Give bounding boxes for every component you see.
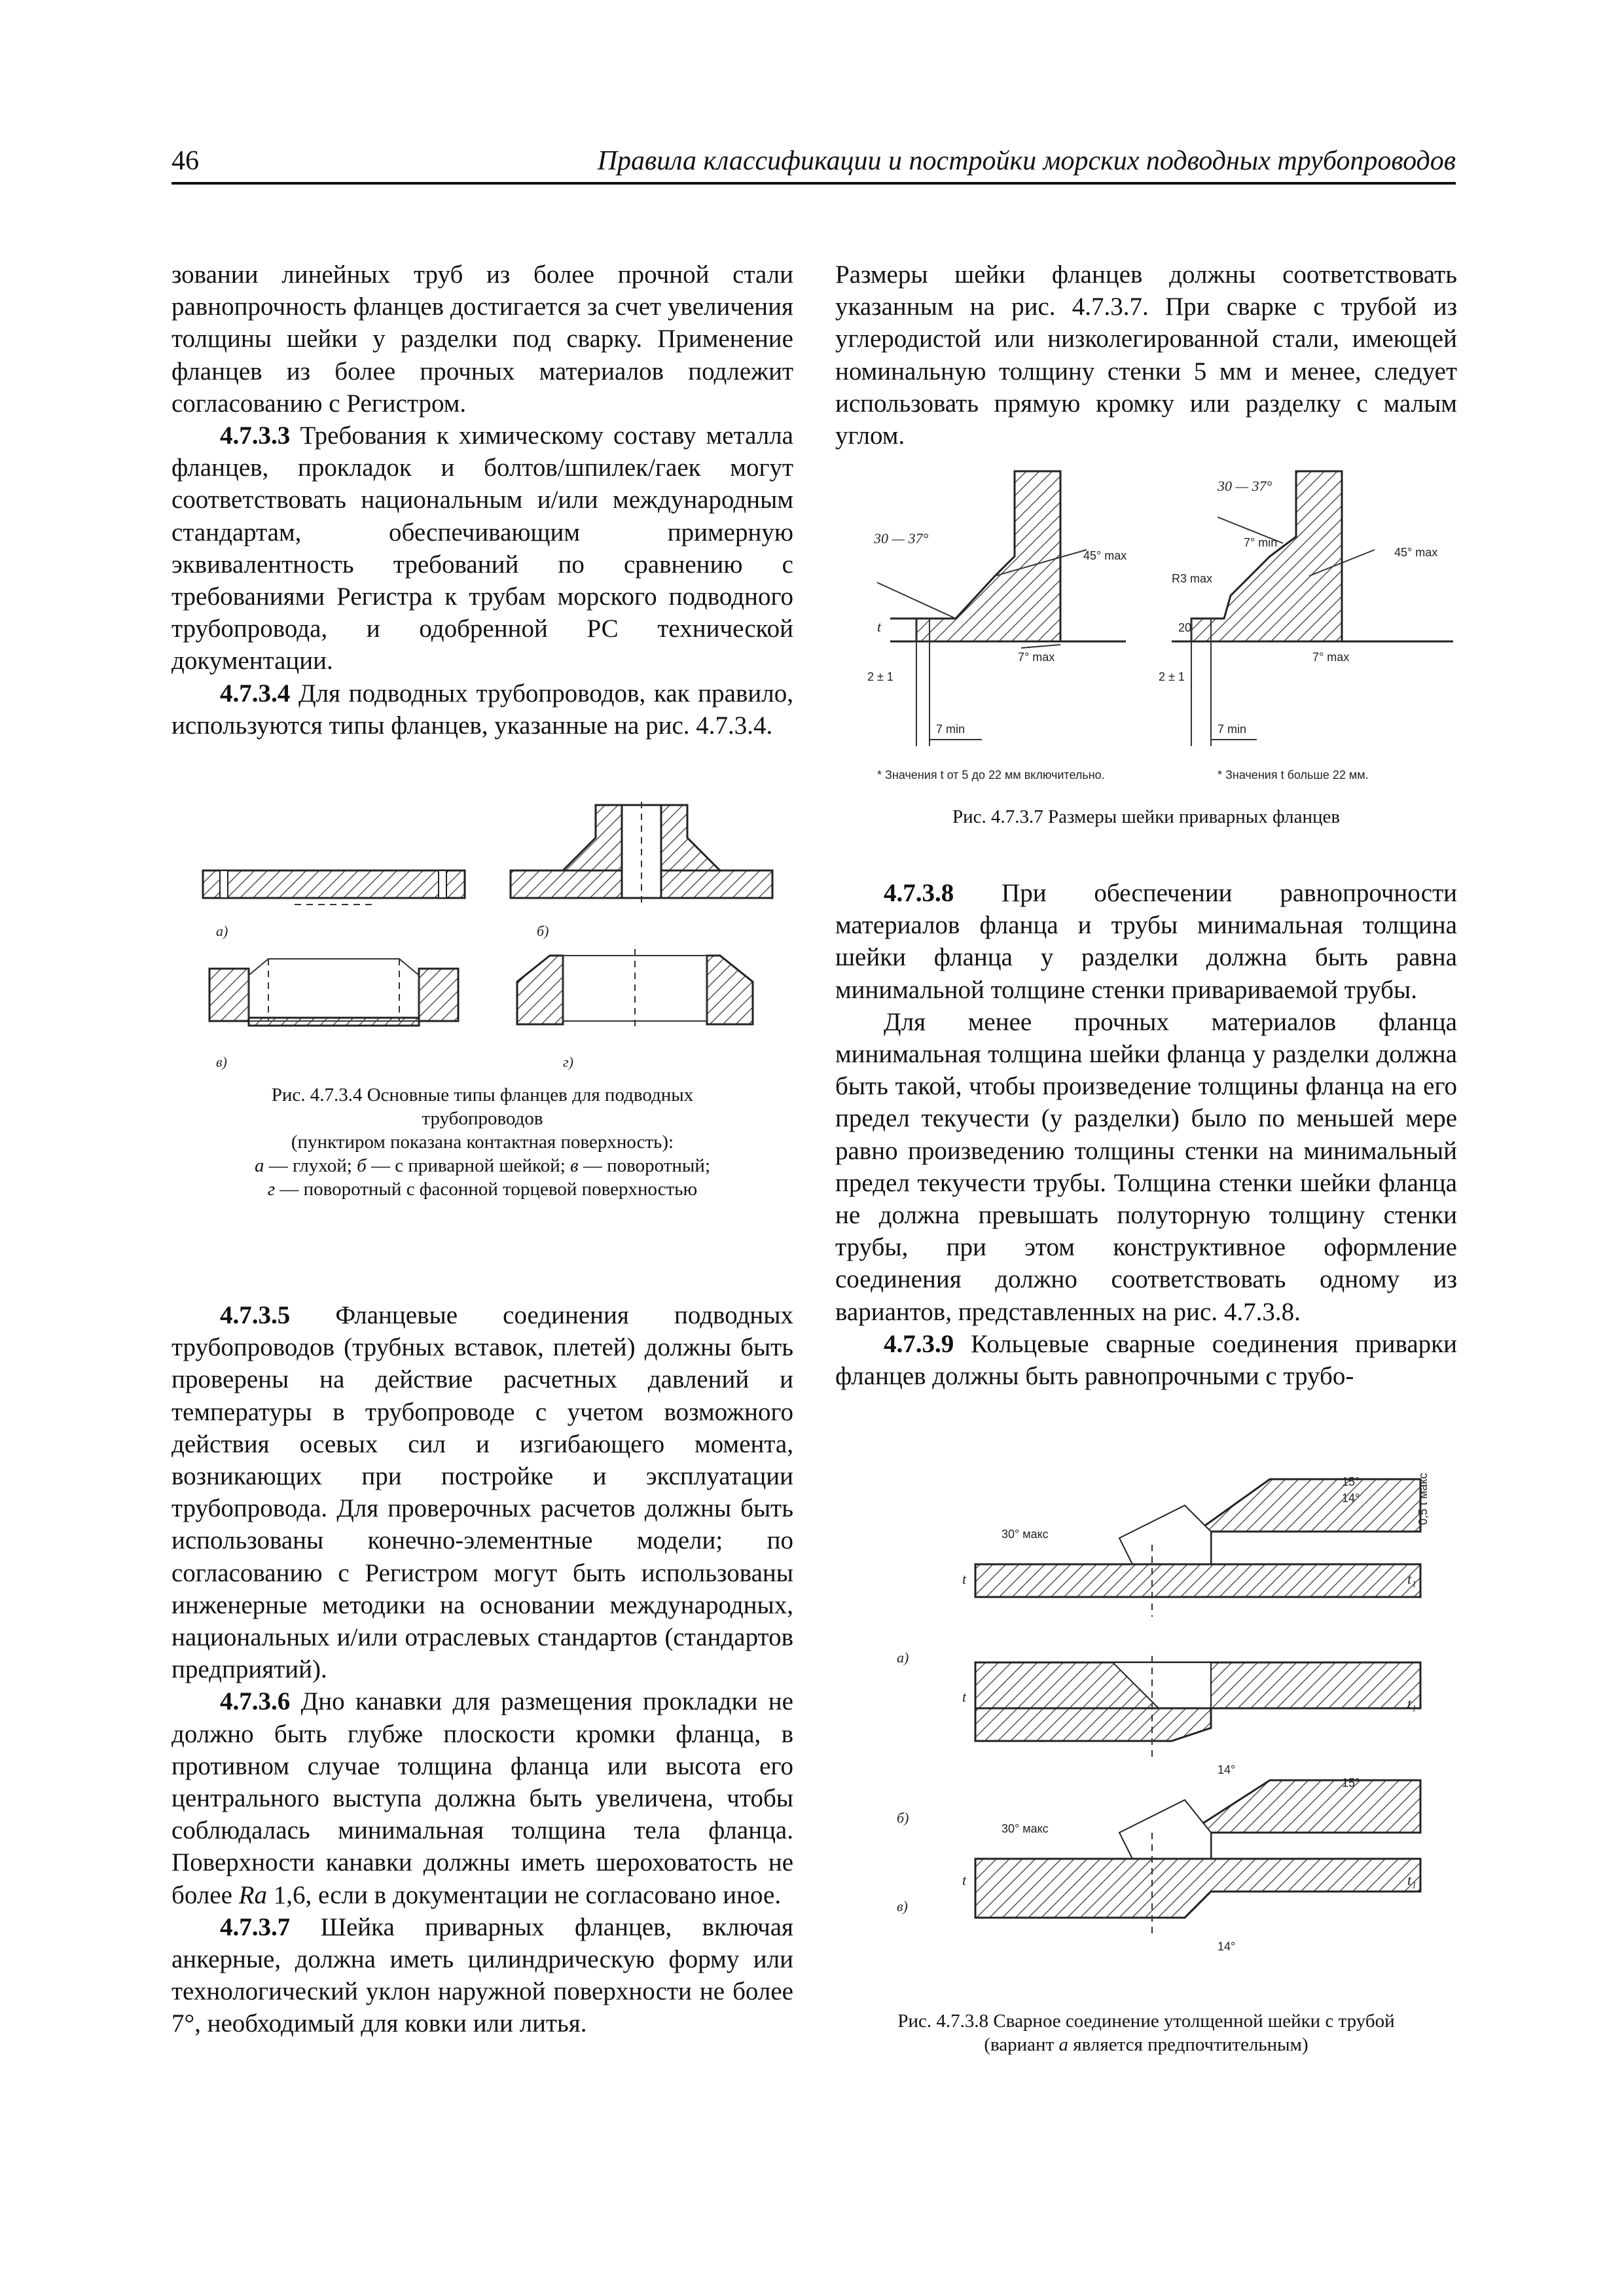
left-column-top <box>171 259 793 742</box>
weld-drawing-c <box>975 1780 1420 1937</box>
svg-text:30 — 37°: 30 — 37° <box>874 530 929 547</box>
page-number: 46 <box>171 146 199 176</box>
label-g: г) <box>563 1054 573 1070</box>
svg-text:7° max: 7° max <box>1018 651 1055 664</box>
svg-text:20: 20 <box>1178 621 1192 634</box>
weld-drawing-b <box>975 1656 1420 1761</box>
svg-text:t₁: t₁ <box>1407 1695 1416 1712</box>
figure-neck-dimensions <box>851 465 1460 785</box>
label-a: а) <box>216 923 228 939</box>
paragraph-4738: 4.7.3.8 При обеспечении равнопрочности материалов фланца и трубы минимальная толщина шейки фланца у разделки должна быть равна минимальной толщине стенки привариваемой трубы. <box>835 879 1457 1004</box>
paragraph: Для менее прочных материалов фланца минимальная толщина шейки фланца у разделки должна быть такой, чтобы произведение толщины фланца на его предел текучести (у разделки) было по меньшей мере равно произведению толщины стенки на минимальный предел текучести трубы. Толщина стенки шейки фланца не должна превышать полуторную толщину стенки трубы, при этом конструктивное оформление соединения должно соответствовать одному из вариантов, представленных на рис. 4.7.3.8. <box>835 1007 1457 1326</box>
svg-text:45° max: 45° max <box>1394 546 1438 559</box>
svg-text:30° макс: 30° макс <box>1001 1528 1049 1541</box>
paragraph-4735: 4.7.3.5 Фланцевые соединения подводных трубопроводов (трубных вставок, плетей) должны быть проверены на действие расчетных давлений и температуры в трубопроводе с учетом возможного действия осевых сил и изгибающего момента, возникающих при постройке и эксплуатации трубопровода. Для проверочных расчетов должны быть использованы конечно-элементные модели; по согласованию с Регистром могут быть использованы инженерные методики на основании международных, национальных и/или отраслевых стандартов (стандартов предприятий). <box>171 1301 793 1684</box>
svg-text:30° макс: 30° макс <box>1001 1822 1049 1835</box>
svg-text:t₁: t₁ <box>1407 1571 1416 1587</box>
svg-text:t: t <box>877 619 882 635</box>
svg-text:14°: 14° <box>1218 1940 1236 1953</box>
flange-blind-drawing <box>203 870 465 905</box>
paragraph-4737: 4.7.3.7 Шейка приварных фланцев, включая анкерные, должна иметь цилиндрическую форму или технологический уклон наружной поверхности не более 7°, необходимый для ковки или литья. <box>171 1912 793 2038</box>
paragraph-4736: 4.7.3.6 Дно канавки для размещения прокладки не должно быть глубже плоскости кромки фланца, в противном случае толщина фланца или высота его центрального выступа должна быть увеличена, чтобы соблюдалась минимальная толщина тела фланца. Поверхности канавки должны иметь шероховатость не более Ra 1,6, если в документации не согласовано иное. <box>171 1687 793 1909</box>
flange-weldneck-drawing <box>511 802 772 903</box>
svg-text:7° min: 7° min <box>1244 536 1278 549</box>
paragraph: зовании линейных труб из более прочной стали равнопрочность фланцев достигается за счет увеличения толщины шейки у разделки под сварку. Применение фланцев из более прочных материалов подлежит согласованию с Регистром. <box>171 260 793 418</box>
figure-caption-4734: Рис. 4.7.3.4 Основные типы фланцев для подводных трубопроводов (пунктиром показана контактная поверхность): а — глухой; б — с приварной шейкой; в — поворотный; г — поворотный с фасонной торцевой поверхностью <box>255 1085 710 1200</box>
flange-swivel-shaped-drawing <box>517 949 753 1031</box>
svg-text:14°: 14° <box>1342 1492 1360 1505</box>
paragraph-4733: 4.7.3.3 Требования к химическому составу металла фланцев, прокладок и болтов/шпилек/гаек могут соответствовать национальным и/или международным стандартам, обеспечивающим примерную эквивалентность требований по сравнению с требованиями Регистра к трубам морского подводного трубопровода, и одобренной РС технической документации. <box>171 422 793 675</box>
section-number: 4.7.3.3 <box>220 422 291 450</box>
svg-text:15°: 15° <box>1342 1475 1360 1488</box>
svg-text:в): в) <box>897 1898 908 1914</box>
svg-text:* Значения t от 5 до 22 мм вкл: * Значения t от 5 до 22 мм включительно. <box>877 768 1105 781</box>
svg-text:30 — 37°: 30 — 37° <box>1218 478 1272 494</box>
figure-caption-4738: Рис. 4.7.3.8 Сварное соединение утолщенной шейки с трубой (вариант а является предпочтительным) <box>897 2011 1395 2055</box>
svg-text:14°: 14° <box>1218 1763 1236 1776</box>
page-header <box>171 143 1456 185</box>
svg-text:45° max: 45° max <box>1083 549 1127 562</box>
svg-text:7° max: 7° max <box>1312 651 1350 664</box>
svg-text:R3 max: R3 max <box>1172 572 1213 585</box>
label-v: в) <box>216 1054 227 1070</box>
neck-drawing-left <box>877 471 1126 746</box>
paragraph-4734: 4.7.3.4 Для подводных трубопроводов, как правило, используются типы фланцев, указанные на рис. 4.7.3.4. <box>171 679 793 740</box>
svg-text:7 min: 7 min <box>936 723 965 736</box>
right-column-top <box>835 259 1457 452</box>
right-column-middle <box>835 877 1457 1392</box>
figure-flange-types <box>196 798 785 1073</box>
svg-text:а): а) <box>897 1649 909 1666</box>
neck-drawing-right <box>1172 471 1453 746</box>
svg-text:2 ± 1: 2 ± 1 <box>1159 670 1185 683</box>
svg-text:t: t <box>962 1571 967 1587</box>
left-column-bottom <box>171 1299 793 2040</box>
svg-text:t: t <box>962 1689 967 1705</box>
figure-weld-joints <box>844 1466 1460 2003</box>
figure-caption-4737: Рис. 4.7.3.7 Размеры шейки приварных фланцев <box>952 806 1341 827</box>
svg-text:7 min: 7 min <box>1218 723 1247 736</box>
svg-text:0,5 t макс: 0,5 t макс <box>1416 1473 1430 1525</box>
svg-text:б): б) <box>897 1810 909 1826</box>
section-number: 4.7.3.4 <box>220 679 291 708</box>
flange-swivel-drawing <box>209 959 458 1026</box>
running-title: Правила классификации и постройки морских подводных трубопроводов <box>597 146 1456 176</box>
paragraph: Размеры шейки фланцев должны соответствовать указанным на рис. 4.7.3.7. При сварке с трубой из углеродистой или низколегированной стали, имеющей номинальную толщину стенки 5 мм и менее, следует использовать прямую кромку или разделку с малым углом. <box>835 260 1457 450</box>
svg-text:t₁: t₁ <box>1407 1872 1416 1888</box>
label-b: б) <box>537 923 549 939</box>
paragraph-4739: 4.7.3.9 Кольцевые сварные соединения приварки фланцев должны быть равнопрочными с трубо- <box>835 1329 1457 1391</box>
svg-text:t: t <box>962 1872 967 1888</box>
svg-text:* Значения t больше 22 мм.: * Значения t больше 22 мм. <box>1218 768 1369 781</box>
svg-text:15°: 15° <box>1342 1776 1360 1789</box>
svg-text:2 ± 1: 2 ± 1 <box>867 670 893 683</box>
